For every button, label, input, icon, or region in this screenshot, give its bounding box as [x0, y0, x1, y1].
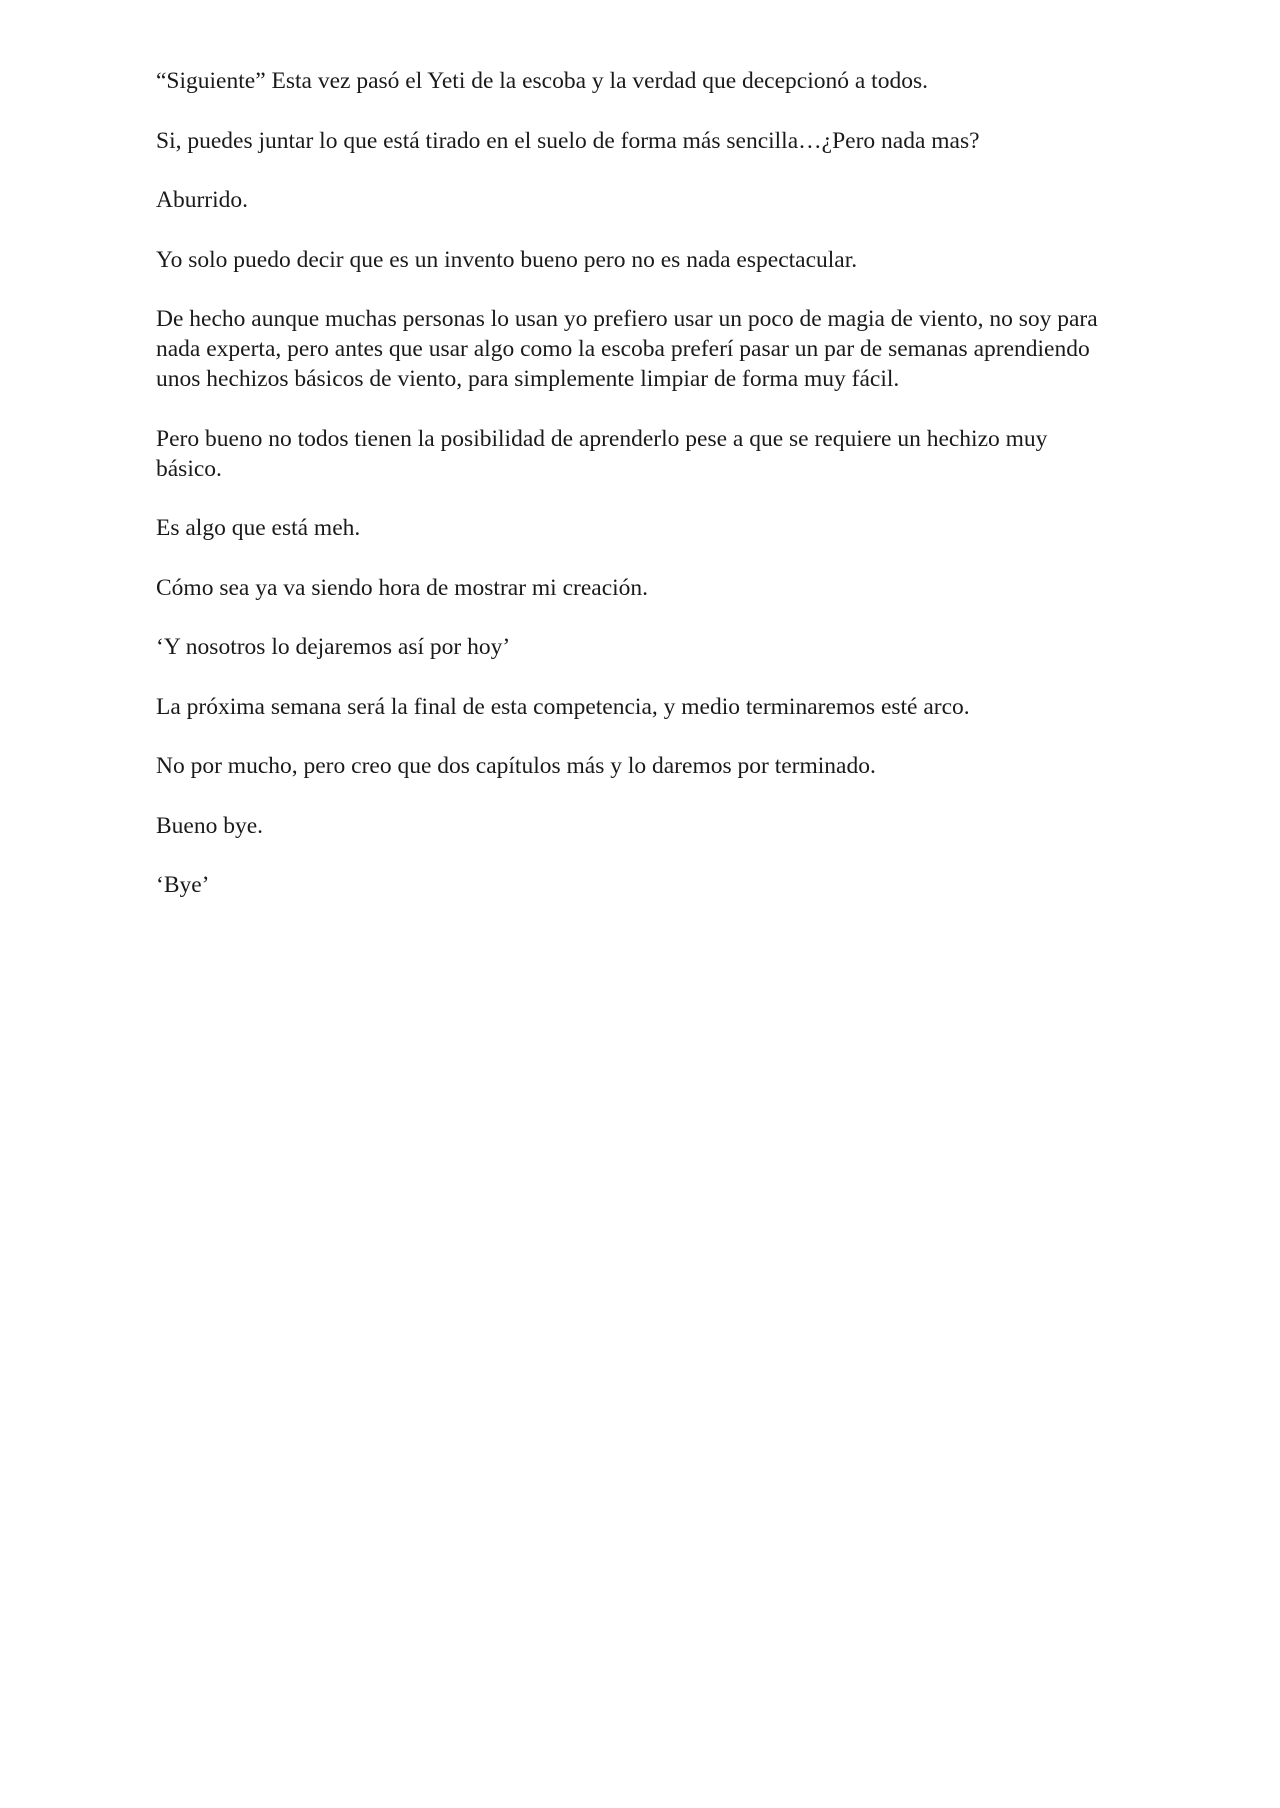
paragraph: Yo solo puedo decir que es un invento bueno pero no es nada espectacular.	[156, 246, 858, 273]
paragraph: Si, puedes juntar lo que está tirado en el suelo de forma más sencilla…¿Pero nada mas?	[156, 127, 980, 154]
paragraph: Bueno bye.	[156, 812, 264, 839]
paragraph: No por mucho, pero creo que dos capítulos más y lo daremos por terminado.	[156, 753, 876, 779]
paragraph: La próxima semana será la final de esta competencia, y medio terminaremos esté arco.	[156, 693, 970, 720]
paragraph: “Siguiente” Esta vez pasó el Yeti de la escoba y la verdad que decepcionó a todos.	[156, 68, 928, 94]
paragraph: De hecho aunque muchas personas lo usan yo prefiero usar un poco de magia de viento, no soy para nada experta, pero antes que usar algo como la escoba preferí pasar un par de semanas aprendiendo unos hechizos básicos de viento, para simplemente limpiar de forma muy fácil.	[156, 306, 1098, 392]
paragraph: ‘Bye’	[156, 872, 210, 898]
paragraph: ‘Y nosotros lo dejaremos así por hoy’	[156, 634, 511, 660]
document-body	[156, 66, 1106, 930]
paragraph: Aburrido.	[156, 187, 249, 213]
paragraph: Cómo sea ya va siendo hora de mostrar mi creación.	[156, 574, 649, 601]
paragraph: Pero bueno no todos tienen la posibilidad de aprenderlo pese a que se requiere un hechizo muy básico.	[156, 425, 1048, 482]
paragraph: Es algo que está meh.	[156, 515, 361, 541]
